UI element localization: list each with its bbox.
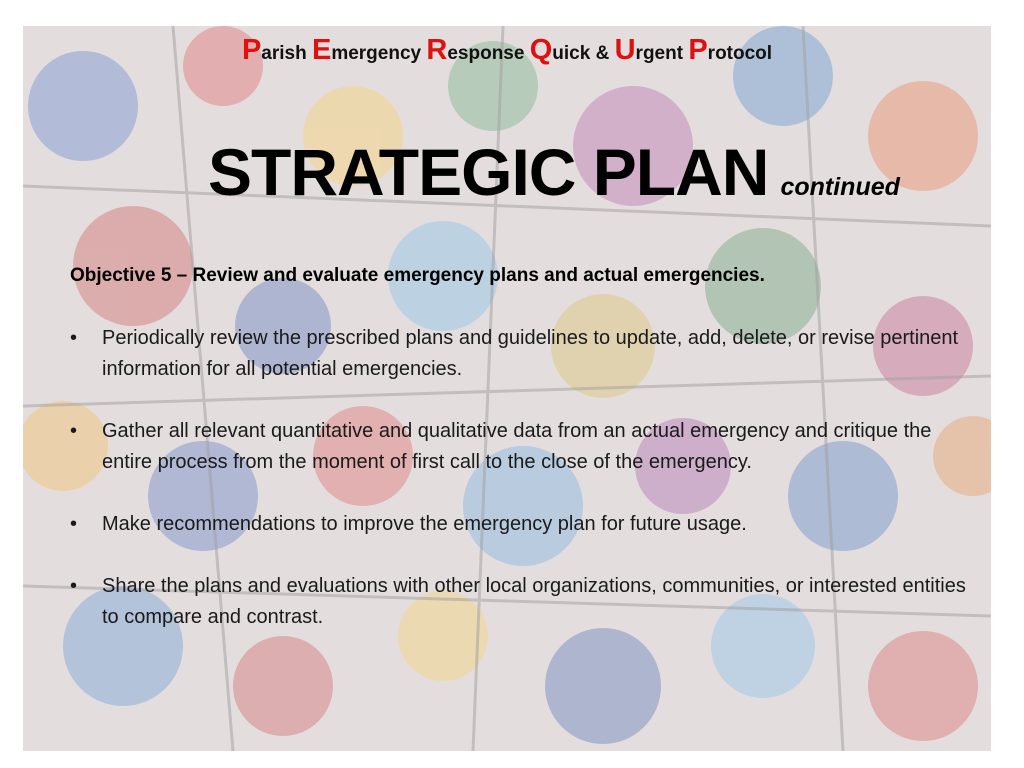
slide (23, 26, 991, 751)
bullet-text: Periodically review the prescribed plans and guidelines to update, add, delete, or revise pertinent information for all potential emergencies. (102, 327, 959, 380)
list-item (70, 571, 975, 633)
bullet-icon: • (70, 327, 78, 349)
acronym-header (23, 34, 991, 67)
list-item (70, 509, 975, 540)
bullet-icon: • (70, 575, 78, 597)
acronym-word: Quick & (529, 34, 610, 66)
acronym-word: Protocol (688, 34, 773, 66)
bullet-text: Share the plans and evaluations with other local organizations, communities, or interested entities to compare and contrast. (102, 575, 966, 628)
slide-content (23, 26, 991, 751)
acronym-word: Parish (241, 34, 307, 66)
acronym-word: Urgent (614, 34, 684, 66)
slide-title (208, 134, 900, 210)
bullet-icon: • (70, 513, 78, 535)
bullet-list (70, 323, 975, 664)
list-item (70, 323, 975, 385)
list-item (70, 416, 975, 478)
acronym-word: Emergency (311, 34, 422, 66)
acronym-word: Response (426, 34, 525, 66)
bullet-icon: • (70, 420, 78, 442)
bullet-text: Make recommendations to improve the emergency plan for future usage. (102, 513, 747, 535)
bullet-text: Gather all relevant quantitative and qualitative data from an actual emergency and critique the entire process from the moment of first call to the close of the emergency. (102, 420, 932, 473)
title-subtitle: continued (780, 173, 900, 201)
objective-heading: Objective 5 – Review and evaluate emergency plans and actual emergencies. (70, 265, 765, 286)
title-main: STRATEGIC PLAN (208, 135, 769, 209)
